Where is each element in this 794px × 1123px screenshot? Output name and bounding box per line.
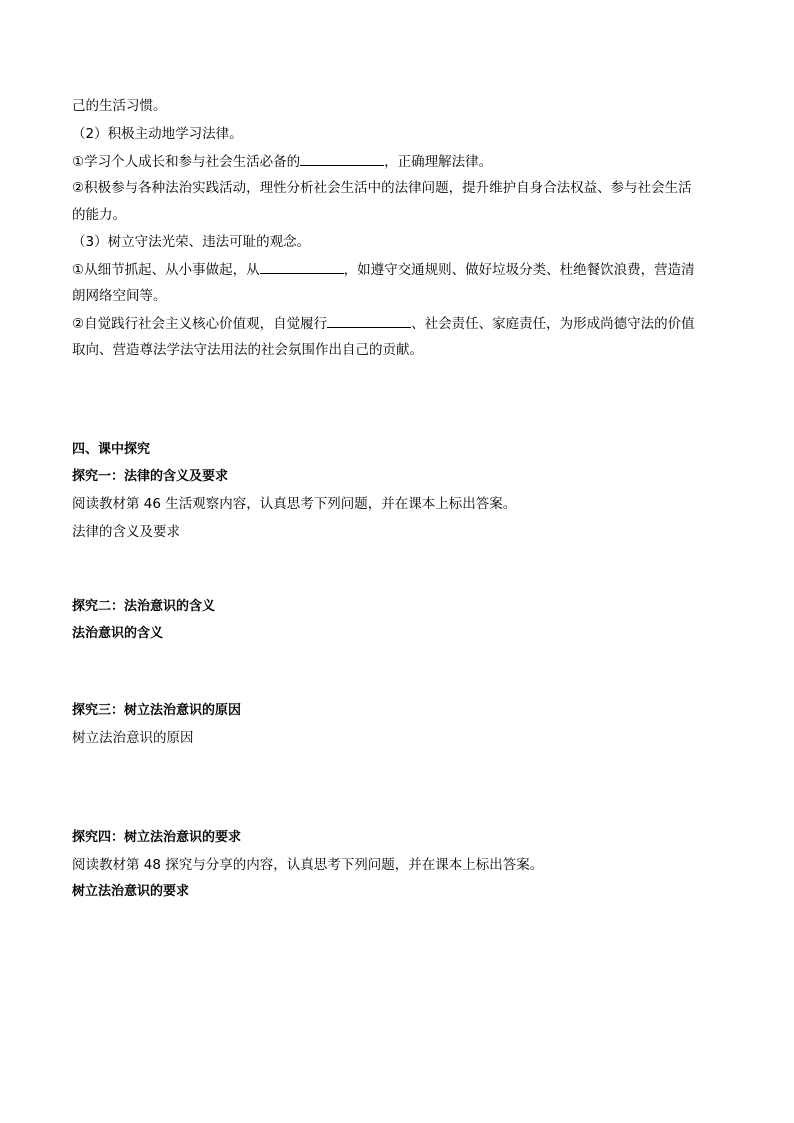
- inquiry-2-title: 探究二：法治意识的含义: [72, 599, 216, 614]
- text: 的能力。: [72, 207, 126, 223]
- review-item-2b-line2: [72, 205, 126, 225]
- text: ①从细节抓起、从小事做起，从: [72, 262, 260, 278]
- review-item-2a: [72, 151, 492, 172]
- inquiry-1-instruction: 阅读教材第 46 生活观察内容，认真思考下列问题，并在课本上标出答案。: [72, 496, 517, 512]
- review-item-3a-line2: [72, 286, 167, 306]
- inquiry-1-title: 探究一：法律的含义及要求: [72, 469, 229, 484]
- fill-blank[interactable]: [260, 259, 344, 274]
- text: ②积极参与各种法治实践活动，理性分析社会生活中的法律问题，提升维护自身合法权益、参与社会生活: [72, 180, 692, 196]
- text: ①学习个人成长和参与社会生活必备的: [72, 154, 301, 170]
- text: ，如遵守交通规则、做好垃圾分类、杜绝餐饮浪费，营造清: [343, 262, 695, 278]
- inquiry-3-title: 探究三：树立法治意识的原因: [72, 703, 242, 718]
- text: （3）树立守法光荣、违法可耻的观念。: [72, 234, 311, 250]
- inquiry-4-instruction: 阅读教材第 48 探究与分享的内容，认真思考下列问题，并在课本上标出答案。: [72, 857, 544, 873]
- review-item-3-title: [72, 232, 310, 252]
- text: 朗网络空间等。: [72, 288, 167, 304]
- inquiry-1-question: 法律的含义及要求: [72, 524, 180, 540]
- review-item-3b-line2: [72, 340, 423, 360]
- review-line-habits: [72, 96, 167, 116]
- review-item-2-title: [72, 124, 243, 144]
- section-title: 四、课中探究: [72, 442, 151, 457]
- inquiry-3-question: 树立法治意识的原因: [72, 730, 194, 746]
- inquiry-4-title: 探究四：树立法治意识的要求: [72, 830, 242, 845]
- inquiry-4-question: 树立法治意识的要求: [72, 884, 190, 899]
- review-item-3b: [72, 313, 695, 334]
- text: 取向、营造尊法学法守法用法的社会氛围作出自己的贡献。: [72, 342, 423, 358]
- review-item-2b-line1: [72, 178, 692, 198]
- text: 、社会责任、家庭责任，为形成尚德守法的价值: [411, 316, 695, 332]
- fill-blank[interactable]: [327, 313, 411, 328]
- inquiry-2-question: 法治意识的含义: [72, 626, 164, 641]
- text: ②自觉践行社会主义核心价值观，自觉履行: [72, 316, 328, 332]
- text: ，正确理解法律。: [384, 154, 493, 170]
- text: 己的生活习惯。: [72, 98, 167, 114]
- text: （2）积极主动地学习法律。: [72, 126, 243, 142]
- review-item-3a: [72, 259, 695, 280]
- fill-blank[interactable]: [300, 151, 384, 166]
